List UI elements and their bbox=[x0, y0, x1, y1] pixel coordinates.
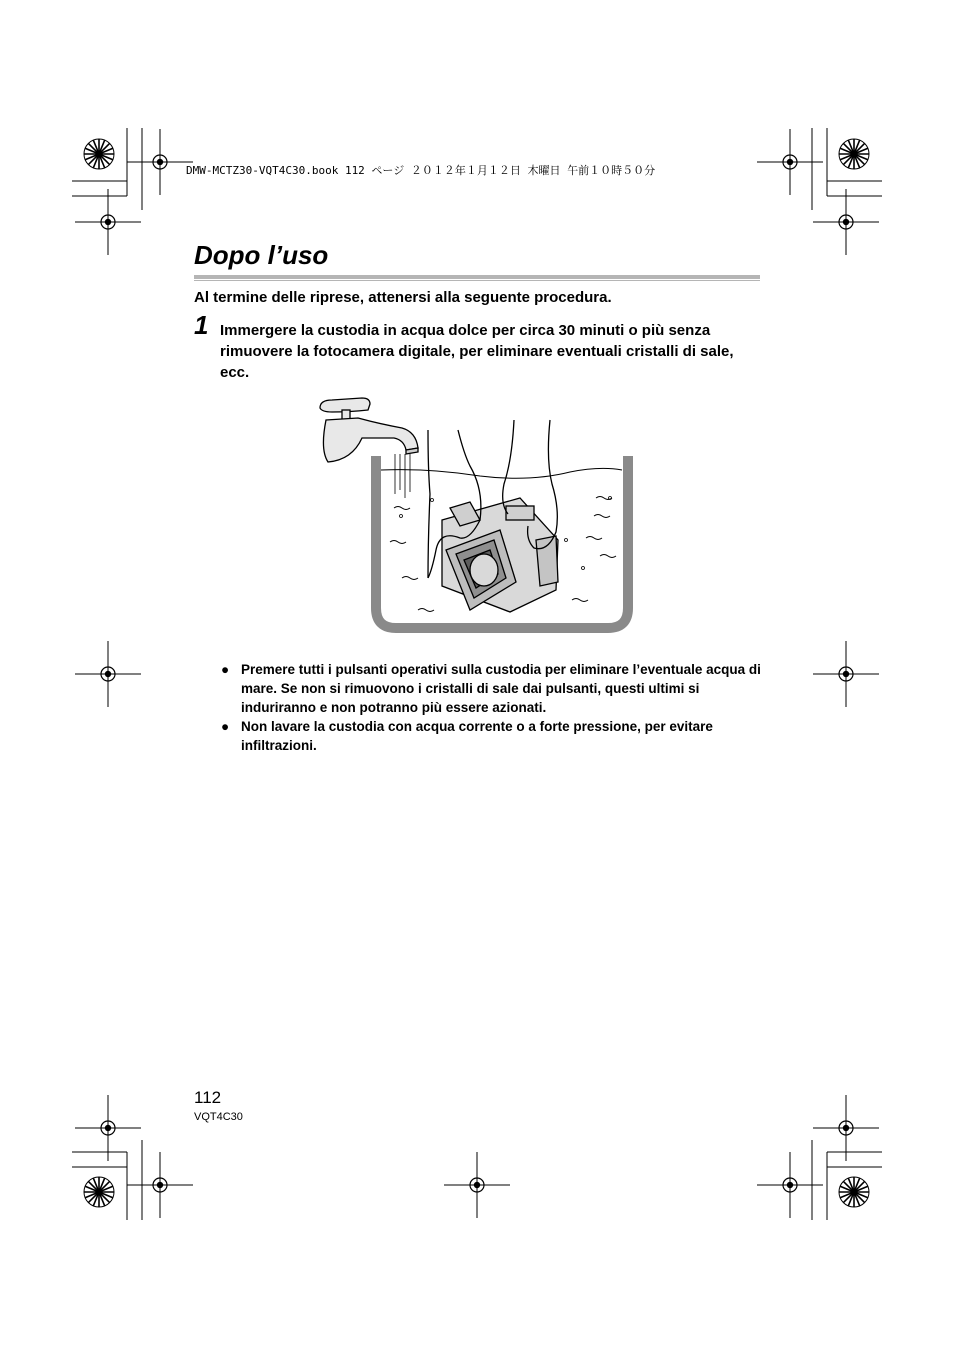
faucet bbox=[320, 398, 418, 462]
step-number: 1 bbox=[194, 310, 209, 340]
rinse-illustration bbox=[310, 390, 640, 635]
document-code: VQT4C30 bbox=[194, 1111, 243, 1123]
bullet-icon: ● bbox=[221, 719, 230, 734]
bullet-icon: ● bbox=[221, 662, 230, 677]
title-rule bbox=[194, 275, 760, 279]
intro-text: Al termine delle riprese, attenersi alla seguente procedura. bbox=[194, 289, 612, 306]
book-file-header: DMW-MCTZ30-VQT4C30.book 112 ページ ２０１２年１月１２日 木曜日 午前１０時５０分 bbox=[186, 164, 656, 177]
water-surface bbox=[381, 468, 622, 478]
note-text: Non lavare la custodia con acqua corrente o a forte pressione, per evitare infiltrazioni. bbox=[241, 719, 713, 753]
step-text: Immergere la custodia in acqua dolce per circa 30 minuti o più senza rimuovere la fotocamera digitale, per eliminare eventuali cristalli di sale, ecc. bbox=[220, 322, 734, 381]
page-number: 112 bbox=[194, 1088, 222, 1107]
water-stream bbox=[395, 454, 410, 498]
note-text: Premere tutti i pulsanti operativi sulla custodia per eliminare l’eventuale acqua di mare. Se non si rimuovono i cristalli di sale dai pulsanti, questi ultimi si induriranno e non potranno più essere azionati. bbox=[241, 662, 761, 715]
title-rule-thin bbox=[194, 280, 760, 281]
camera-housing bbox=[442, 498, 558, 612]
note-item bbox=[221, 660, 766, 717]
crop-mark-top-left bbox=[72, 128, 142, 210]
note-item bbox=[221, 717, 766, 755]
page-title: Dopo l’uso bbox=[194, 240, 329, 270]
